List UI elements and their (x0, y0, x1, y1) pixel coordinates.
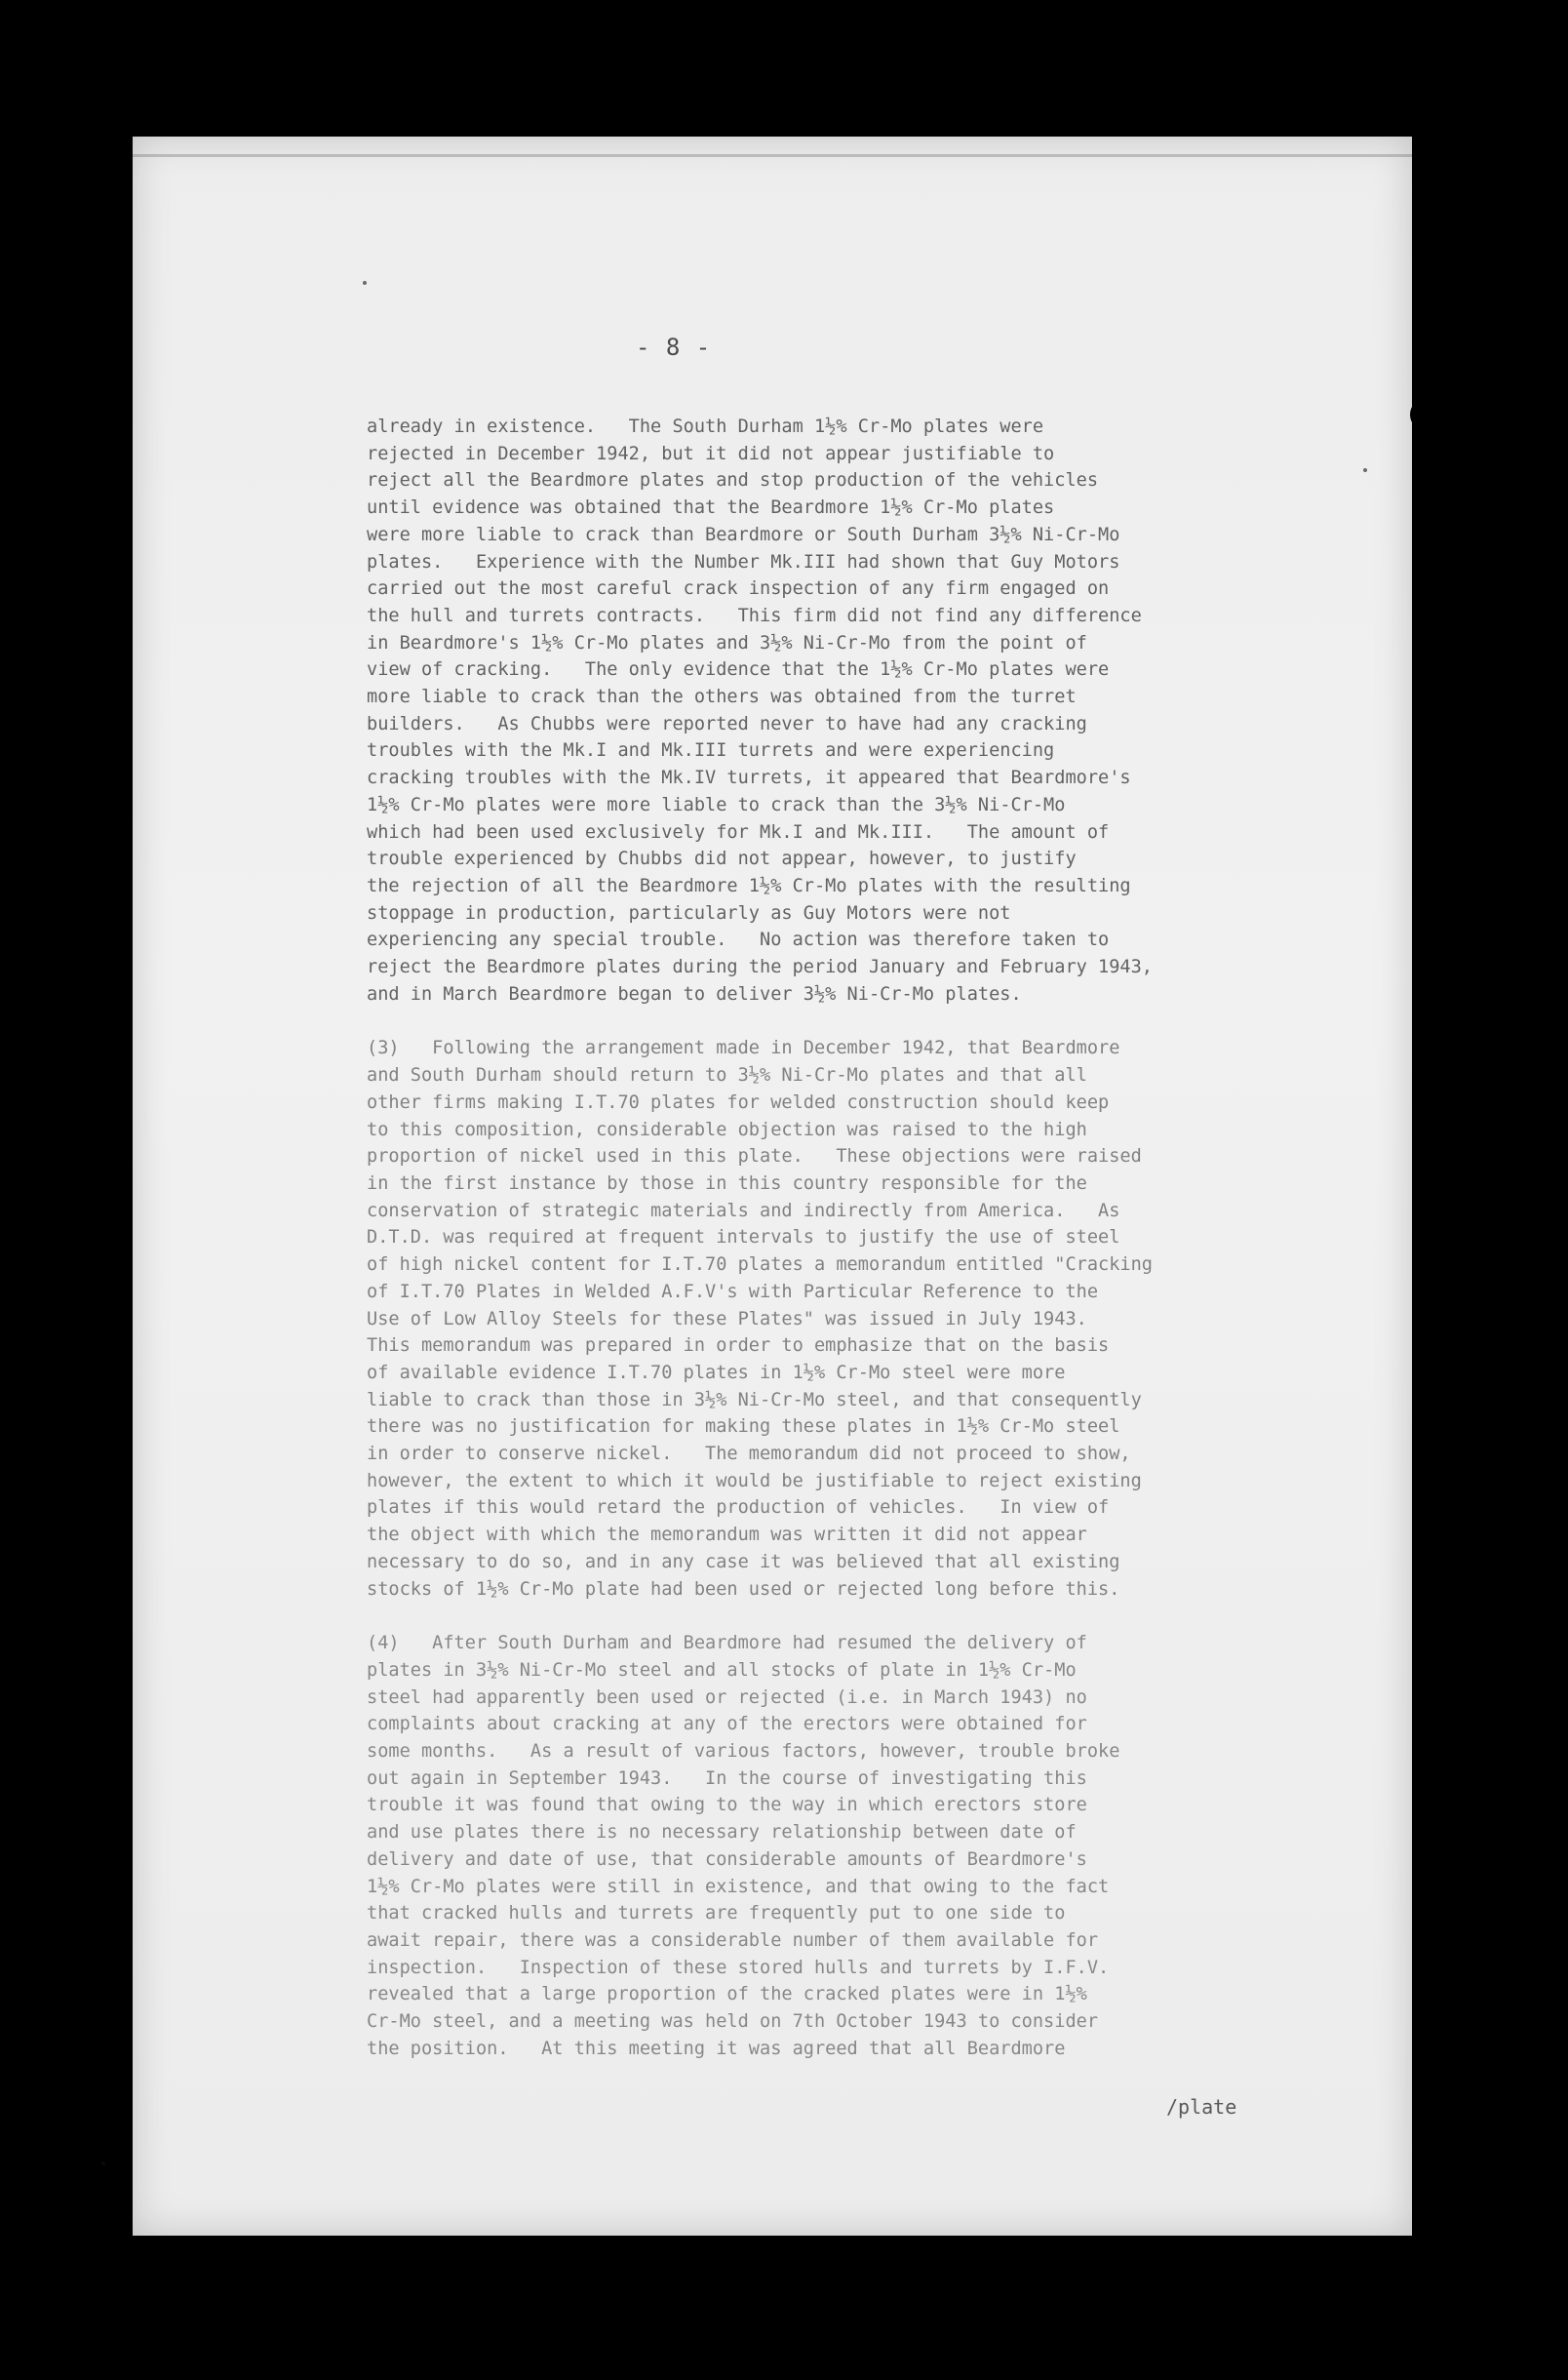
catchword: /plate (1166, 2095, 1237, 2119)
page-number: - 8 - (636, 334, 712, 361)
paragraph-4: (4) After South Durham and Beardmore had resumed the delivery of plates in 3½% Ni-Cr-Mo steel and all stocks of plate in 1½% Cr-Mo steel had apparently been used or rejected (i.e. in March 1943) no complaints about cracking at any of the erectors were obtained for some months. As a result of various factors, however, trouble broke out again in September 1943. In the course of investigating this trouble it was found that owing to the way in which erectors store and use plates there is no necessary relationship between date of delivery and date of use, that considerable amounts of Beardmore's 1½% Cr-Mo plates were still in existence, and that owing to the fact that cracked hulls and turrets are frequently put to one side to await repair, there was a considerable number of them available for inspection. Inspection of these stored hulls and turrets by I.F.V. revealed that a large proportion of the cracked plates were in 1½% Cr-Mo steel, and a meeting was held on 7th October 1943 to consider the position. At this meeting it was agreed that all Beardmore (367, 1633, 1120, 2059)
paragraph-3: (3) Following the arrangement made in December 1942, that Beardmore and South Durham should return to 3½% Ni-Cr-Mo plates and that all other firms making I.T.70 plates for welded construction should keep to this composition, considerable objection was raised to the high proportion of nickel used in this plate. These objections were raised in the first instance by those in this country responsible for the conservation of strategic materials and indirectly from America. As D.T.D. was required at frequent intervals to justify the use of steel of high nickel content for I.T.70 plates a memorandum entitled "Cracking of I.T.70 Plates in Welded A.F.V's with Particular Reference to the Use of Low Alloy Steels for these Plates" was issued in July 1943. This memorandum was prepared in order to emphasize that on the basis of available evidence I.T.70 plates in 1½% Cr-Mo steel were more liable to crack than those in 3½% Ni-Cr-Mo steel, and that consequently there was no justification for making these plates in 1½% Cr-Mo steel in order to conserve nickel. The memorandum did not proceed to show, however, the extent to which it would be justifiable to reject existing plates if this would retard the production of vehicles. In view of the object with which the memorandum was written it did not appear necessary to do so, and in any case it was believed that all existing stocks of 1½% Cr-Mo plate had been used or rejected long before this. (367, 1038, 1153, 1600)
scan-speck (1363, 468, 1367, 472)
paragraph-continuation: already in existence. The South Durham 1½% Cr-Mo plates were rejected in December 1942, but it did not appear justifiable to reject all the Beardmore plates and stop production of the vehicles until evidence was obtained that the Beardmore 1½% Cr-Mo plates were more liable to crack than Beardmore or South Durham 3½% Ni-Cr-Mo plates. Experience with the Number Mk.III had shown that Guy Motors carried out the most careful crack inspection of any firm engaged on the hull and turrets contracts. This firm did not find any difference in Beardmore's 1½% Cr-Mo plates and 3½% Ni-Cr-Mo from the point of view of cracking. The only evidence that the 1½% Cr-Mo plates were more liable to crack than the others was obtained from the turret builders. As Chubbs were reported never to have had any cracking troubles with the Mk.I and Mk.III turrets and were experiencing cracking troubles with the Mk.IV turrets, it appeared that Beardmore's 1½% Cr-Mo plates were more liable to crack than the 3½% Ni-Cr-Mo which had been used exclusively for Mk.I and Mk.III. The amount of trouble experienced by Chubbs did not appear, however, to justify the rejection of all the Beardmore 1½% Cr-Mo plates with the resulting stoppage in production, particularly as Guy Motors were not experiencing any special trouble. No action was therefore taken to reject the Beardmore plates during the period January and February 1943, and in March Beardmore began to deliver 3½% Ni-Cr-Mo plates. (367, 416, 1153, 1005)
scan-speck (363, 281, 367, 285)
page-top-edge (133, 154, 1412, 157)
body-text (367, 414, 1342, 2062)
punch-hole (1410, 398, 1443, 431)
scan-speck (101, 2162, 105, 2165)
